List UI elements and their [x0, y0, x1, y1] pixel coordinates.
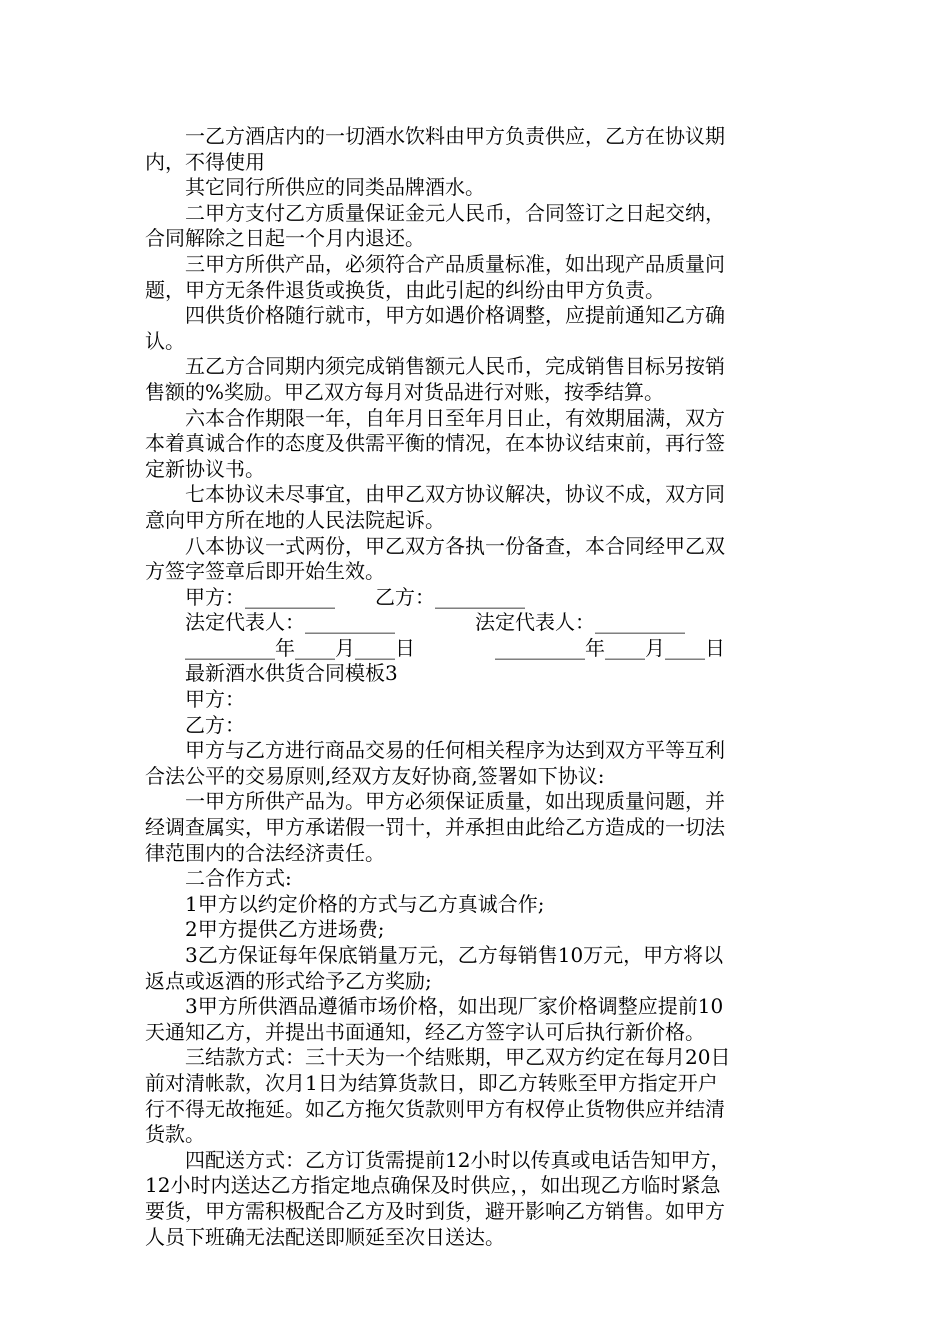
text-line: 人员下班确无法配送即顺延至次日送达。 [145, 1224, 505, 1249]
text-line: 方签字签章后即开始生效。 [145, 559, 385, 584]
text-line: 甲方：_________ 乙方：_________ [145, 584, 525, 609]
text-line: 乙方： [145, 712, 245, 737]
text-line: 四配送方式：乙方订货需提前12小时以传真或电话告知甲方， [145, 1147, 731, 1172]
text-line: 合法公平的交易原则,经双方友好协商,签署如下协议: [145, 763, 605, 788]
text-line: 定新协议书。 [145, 456, 265, 481]
text-line: 本着真诚合作的态度及供需平衡的情况，在本协议结束前，再行签 [145, 431, 725, 456]
text-line: 要货，甲方需积极配合乙方及时到货，避开影响乙方销售。如甲方 [145, 1198, 725, 1223]
text-line: 三结款方式：三十天为一个结账期，甲乙双方约定在每月20日 [145, 1045, 731, 1070]
text-line: 其它同行所供应的同类品牌酒水。 [145, 175, 485, 200]
text-line: 货款。 [145, 1122, 205, 1147]
text-line: 2甲方提供乙方进场费; [145, 917, 385, 942]
text-line: 二甲方支付乙方质量保证金元人民币，合同签订之日起交纳， [145, 200, 725, 225]
text-line: 售额的%奖励。甲乙双方每月对货品进行对账，按季结算。 [145, 379, 665, 404]
text-line: 法定代表人：_________ 法定代表人：_________ [145, 610, 685, 635]
text-line: 六本合作期限一年，自年月日至年月日止，有效期届满，双方 [145, 405, 725, 430]
text-line: 最新酒水供货合同模板3 [145, 661, 398, 686]
text-line: 五乙方合同期内须完成销售额元人民币，完成销售目标另按销 [145, 354, 725, 379]
text-line: _________年____月____日 _________年____月____日 [145, 635, 725, 660]
text-line: 意向甲方所在地的人民法院起诉。 [145, 507, 445, 532]
text-line: 四供货价格随行就市，甲方如遇价格调整，应提前通知乙方确 [145, 303, 725, 328]
text-line: 前对清帐款，次月1日为结算货款日，即乙方转账至甲方指定开户 [145, 1070, 718, 1095]
text-line: 经调查属实，甲方承诺假一罚十，并承担由此给乙方造成的一切法 [145, 815, 725, 840]
text-line: 二合作方式: [145, 866, 292, 891]
text-line: 3甲方所供酒品遵循市场价格，如出现厂家价格调整应提前10 [145, 994, 724, 1019]
contract-text [145, 124, 815, 1250]
text-line: 1甲方以约定价格的方式与乙方真诚合作; [145, 891, 545, 916]
text-line: 一乙方酒店内的一切酒水饮料由甲方负责供应，乙方在协议期 [145, 124, 725, 148]
text-line: 天通知乙方，并提出书面通知，经乙方签字认可后执行新价格。 [145, 1019, 705, 1044]
text-line: 返点或返酒的形式给予乙方奖励; [145, 968, 432, 993]
text-line: 行不得无故拖延。如乙方拖欠货款则甲方有权停止货物供应并结清 [145, 1096, 725, 1121]
text-line: 甲方与乙方进行商品交易的任何相关程序为达到双方平等互利 [145, 738, 725, 763]
text-line: 认。 [145, 328, 185, 353]
text-line: 七本协议未尽事宜，由甲乙双方协议解决，协议不成，双方同 [145, 482, 725, 507]
text-line: 内，不得使用 [145, 149, 265, 174]
text-line: 三甲方所供产品，必须符合产品质量标准，如出现产品质量问 [145, 251, 725, 276]
text-line: 合同解除之日起一个月内退还。 [145, 226, 425, 251]
text-line: 律范围内的合法经济责任。 [145, 840, 385, 865]
text-line: 题，甲方无条件退货或换货，由此引起的纠纷由甲方负责。 [145, 277, 665, 302]
text-line: 八本协议一式两份，甲乙双方各执一份备查，本合同经甲乙双 [145, 533, 725, 558]
text-line: 3乙方保证每年保底销量万元，乙方每销售10万元，甲方将以 [145, 943, 724, 967]
text-line: 12小时内送达乙方指定地点确保及时供应，，如出现乙方临时紧急 [145, 1173, 721, 1198]
text-line: 一甲方所供产品为。甲方必须保证质量，如出现质量问题，并 [145, 789, 725, 814]
text-line: 甲方： [145, 687, 245, 712]
